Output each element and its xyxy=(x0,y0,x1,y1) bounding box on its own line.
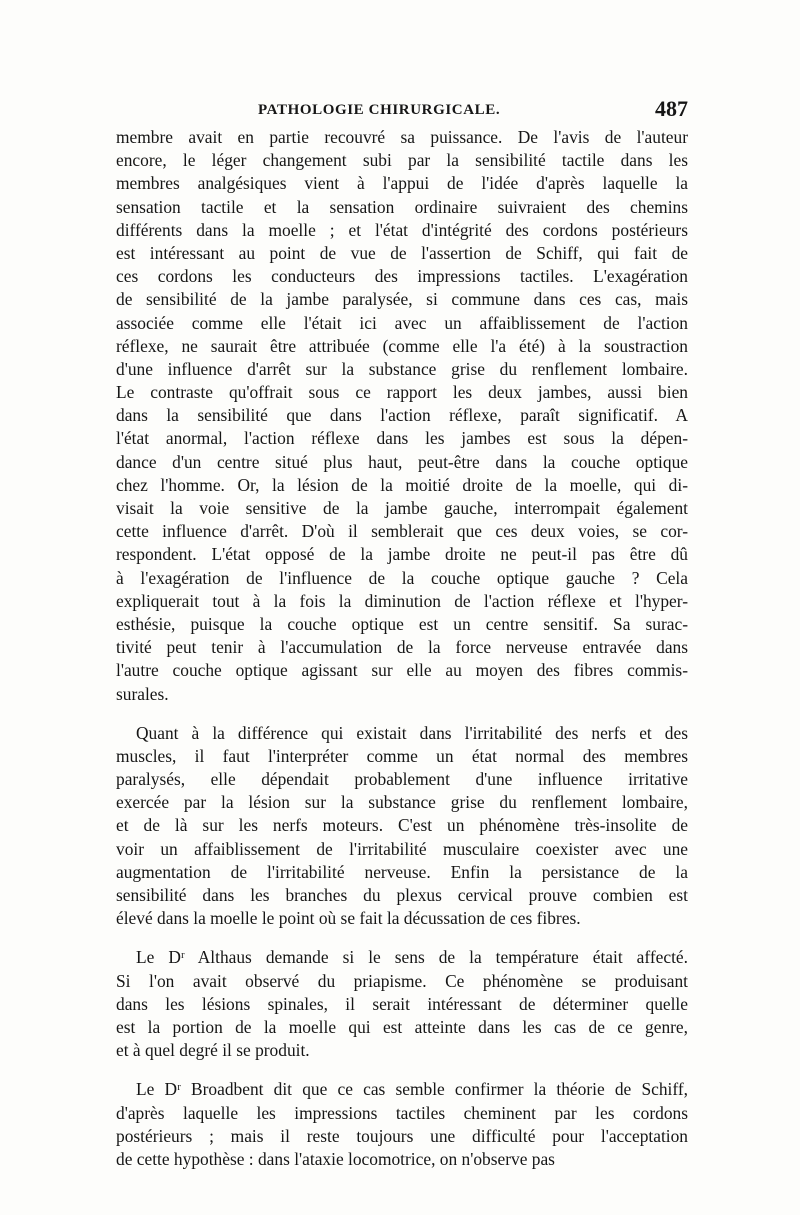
text-line: Le Dʳ Broadbent dit que ce cas semble confirmer la théorie de Schiff, xyxy=(136,1079,688,1100)
text-line: d'une influence d'arrêt sur la substance grise du renflement lombaire. xyxy=(116,358,688,379)
text-line: augmentation de l'irritabilité nerveuse. Enfin la persistance de la xyxy=(116,861,688,882)
paragraph-gap xyxy=(116,1062,688,1078)
text-line: respondent. L'état opposé de la jambe droite ne peut-il pas être dû xyxy=(116,544,688,565)
paragraph xyxy=(116,126,688,706)
text-line: Si l'on avait observé du priapisme. Ce phénomène se produisant xyxy=(116,970,688,991)
text-line: associée comme elle l'était ici avec un affaiblissement de l'action xyxy=(116,312,688,333)
text-line: ces cordons les conducteurs des impressions tactiles. L'exagération xyxy=(116,266,688,287)
paragraph xyxy=(116,1078,688,1171)
text-line: muscles, il faut l'interpréter comme un état normal des membres xyxy=(116,745,688,766)
text-line: sensation tactile et la sensation ordinaire suivraient des chemins xyxy=(116,196,688,217)
text-line: chez l'homme. Or, la lésion de la moitié droite de la moelle, qui di- xyxy=(116,474,688,495)
text-line: réflexe, ne saurait être attribuée (comme elle l'a été) à la soustraction xyxy=(116,335,688,356)
text-line: est la portion de la moelle qui est atteinte dans les cas de ce genre, xyxy=(116,1016,688,1037)
text-line: différents dans la moelle ; et l'état d'intégrité des cordons postérieurs xyxy=(116,219,688,240)
text-line: sensibilité dans les branches du plexus cervical prouve combien est xyxy=(116,885,688,905)
text-line: l'autre couche optique agissant sur elle au moyen des fibres commis- xyxy=(116,660,688,681)
text-line: postérieurs ; mais il reste toujours une difficulté pour l'acceptation xyxy=(116,1125,688,1146)
text-line: visait la voie sensitive de la jambe gauche, interrompait également xyxy=(116,498,688,518)
text-line: de cette hypothèse : dans l'ataxie locomotrice, on n'observe pas xyxy=(116,1148,555,1169)
text-line: à l'exagération de l'influence de la couche optique gauche ? Cela xyxy=(116,567,688,588)
text-line: Quant à la différence qui existait dans l'irritabilité des nerfs et des xyxy=(136,722,688,743)
text-line: d'après laquelle les impressions tactiles cheminent par les cordons xyxy=(116,1102,688,1123)
text-line: l'état anormal, l'action réflexe dans les jambes est sous la dépen- xyxy=(116,428,688,449)
text-line: surales. xyxy=(116,683,169,704)
paragraph-gap xyxy=(116,706,688,722)
paragraph xyxy=(116,722,688,931)
text-line: tivité peut tenir à l'accumulation de la force nerveuse entravée dans xyxy=(116,637,688,658)
text-line: Le Dʳ Althaus demande si le sens de la température était affecté. xyxy=(136,947,688,968)
paragraph-gap xyxy=(116,930,688,946)
paragraph xyxy=(116,946,688,1062)
text-line: dans les lésions spinales, il serait intéressant de déterminer quelle xyxy=(116,993,688,1014)
text-line: membre avait en partie recouvré sa puissance. De l'avis de l'auteur xyxy=(116,127,688,147)
text-line: dans la sensibilité que dans l'action réflexe, paraît significatif. A xyxy=(116,405,688,426)
text-line: esthésie, puisque la couche optique est un centre sensitif. Sa surac- xyxy=(116,613,688,634)
text-line: cette influence d'arrêt. D'où il semblerait que ces deux voies, se cor- xyxy=(116,521,688,542)
running-title: PATHOLOGIE CHIRURGICALE. xyxy=(258,102,501,118)
text-line: membres analgésiques vient à l'appui de l'idée d'après laquelle la xyxy=(116,173,688,194)
text-line: Le contraste qu'offrait sous ce rapport les deux jambes, aussi bien xyxy=(116,382,688,403)
text-line: et à quel degré il se produit. xyxy=(116,1040,310,1061)
text-line: de sensibilité de la jambe paralysée, si commune dans ces cas, mais xyxy=(116,289,688,310)
text-line: est intéressant au point de vue de l'assertion de Schiff, qui fait de xyxy=(116,242,688,263)
text-line: et de là sur les nerfs moteurs. C'est un phénomène très-insolite de xyxy=(116,815,688,836)
page-number: 487 xyxy=(655,96,688,121)
text-line: voir un affaiblissement de l'irritabilité musculaire coexister avec une xyxy=(116,838,688,859)
text-line: paralysés, elle dépendait probablement d'une influence irritative xyxy=(116,769,688,790)
text-line: exercée par la lésion sur la substance grise du renflement lombaire, xyxy=(116,792,688,813)
text-line: expliquerait tout à la fois la diminution de l'action réflexe et l'hyper- xyxy=(116,590,688,611)
page-header xyxy=(116,98,688,126)
body-text xyxy=(116,126,688,1171)
text-line: encore, le léger changement subi par la sensibilité tactile dans les xyxy=(116,150,688,171)
text-line: dance d'un centre situé plus haut, peut-être dans la couche optique xyxy=(116,451,688,472)
text-line: élevé dans la moelle le point où se fait la décussation de ces fibres. xyxy=(116,908,581,929)
